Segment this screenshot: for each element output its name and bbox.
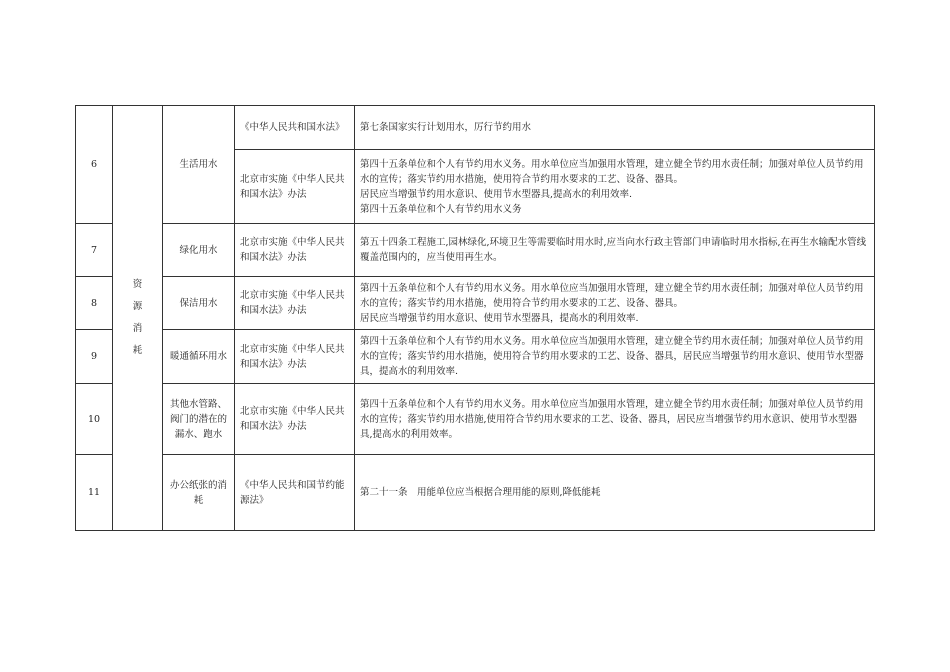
clause-cell	[355, 106, 875, 150]
clause-text: 居民应当增强节约用水意识、使用节水型器具，提高水的利用效率.	[360, 312, 639, 324]
clause-cell	[355, 455, 875, 531]
clause-cell	[355, 224, 875, 277]
row-number: 11	[76, 455, 113, 531]
clause-cell	[355, 277, 875, 330]
item-name: 绿化用水	[163, 224, 235, 277]
law-name: 北京市实施《中华人民共和国水法》办法	[235, 384, 355, 455]
category-cell	[113, 106, 163, 531]
clause-cell	[355, 330, 875, 384]
clause-cell	[355, 150, 875, 224]
clause-text: 居民应当增强节约用水意识、使用节水型器具,提高水的利用效率.	[360, 188, 633, 200]
clause-text: 第四十五条单位和个人有节约用水义务。用水单位应当加强用水管理，建立健全节约用水责任制；加强对单位人员节约用水的宣传；落实节约用水措施,使用符合节约用水要求的工艺、设备、器具，居民应当增强节约用水意识、使用节水型器具,提高水的利用效率。	[360, 398, 864, 440]
table-row	[76, 384, 875, 455]
table-row	[76, 106, 875, 150]
category-char: 耗	[132, 345, 143, 356]
law-name: 北京市实施《中华人民共和国水法》办法	[235, 330, 355, 384]
law-name: 《中华人民共和国水法》	[235, 106, 355, 150]
row-number: 8	[76, 277, 113, 330]
clause-cell	[355, 384, 875, 455]
row-number: 9	[76, 330, 113, 384]
item-name: 其他水管路、阀门的潜在的漏水、跑水	[163, 384, 235, 455]
regulation-table	[75, 105, 875, 531]
clause-text: 第七条国家实行计划用水，厉行节约用水	[360, 122, 532, 133]
row-number: 7	[76, 224, 113, 277]
table-row	[76, 330, 875, 384]
table-row	[76, 277, 875, 330]
category-char: 消	[132, 323, 143, 334]
clause-text: 第五十四条工程施工,园林绿化,环境卫生等需要临时用水时,应当向水行政主管部门申请临时用水指标,在再生水输配水管线覆盖范围内的，应当使用再生水。	[360, 237, 867, 263]
law-name: 北京市实施《中华人民共和国水法》办法	[235, 277, 355, 330]
item-name: 保洁用水	[163, 277, 235, 330]
law-name: 《中华人民共和国节约能源法》	[235, 455, 355, 531]
law-name: 北京市实施《中华人民共和国水法》办法	[235, 224, 355, 277]
table-row	[76, 455, 875, 531]
category-char: 源	[132, 301, 143, 312]
row-number: 6	[76, 106, 113, 224]
clause-text: 第四十五条单位和个人有节约用水义务。用水单位应当加强用水管理，建立健全节约用水责任制；加强对单位人员节约用水的宣传；落实节约用水措施，使用符合节约用水要求的工艺、设备、器具，居民应当增强节约用水意识、使用节水型器具，提高水的利用效率.	[360, 336, 864, 377]
item-name: 暖通循环用水	[163, 330, 235, 384]
law-name: 北京市实施《中华人民共和国水法》办法	[235, 150, 355, 224]
row-number: 10	[76, 384, 113, 455]
item-name: 生活用水	[163, 106, 235, 224]
clause-text: 第四十五条单位和个人有节约用水义务。用水单位应当加强用水管理，建立健全节约用水责任制；加强对单位人员节约用水的宣传；落实节约用水措施，使用符合节约用水要求的工艺、设备、器具。	[360, 158, 864, 185]
table-row	[76, 224, 875, 277]
clause-text: 第二十一条 用能单位应当根据合理用能的原则,降低能耗	[360, 487, 601, 498]
category-char: 资	[132, 279, 143, 290]
clause-text: 第四十五条单位和个人有节约用水义务	[360, 203, 522, 215]
clause-text: 第四十五条单位和个人有节约用水义务。用水单位应当加强用水管理，建立健全节约用水责任制；加强对单位人员节约用水的宣传；落实节约用水措施，使用符合节约用水要求的工艺、设备、器具。	[360, 282, 864, 309]
item-name: 办公纸张的消耗	[163, 455, 235, 531]
